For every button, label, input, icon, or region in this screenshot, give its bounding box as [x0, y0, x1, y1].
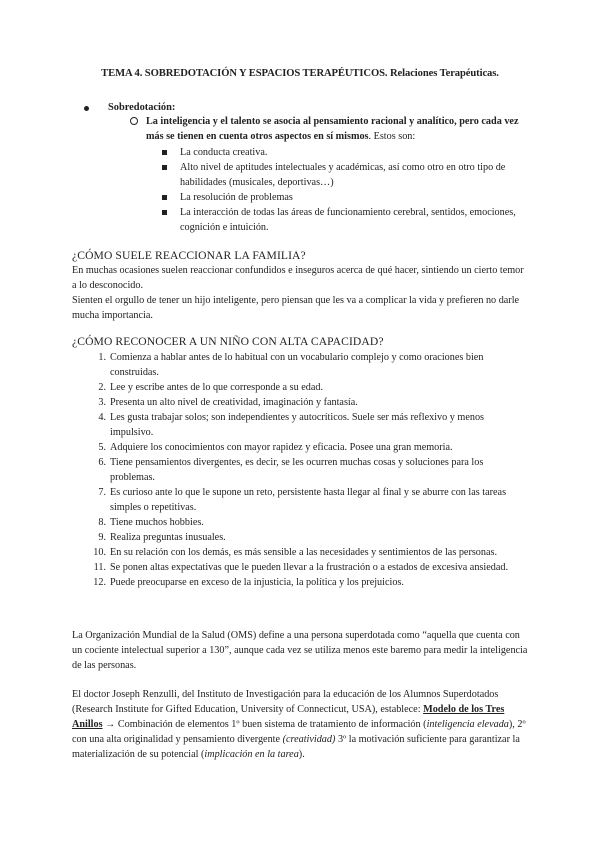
square-bullet-icon	[162, 150, 167, 155]
list-item-text: Les gusta trabajar solos; son independientes y autocríticos. Suele ser más reflexivo y menos impulsivo.	[110, 412, 485, 438]
item-number: 8.	[98, 517, 106, 528]
list-item-text: Tiene pensamientos divergentes, es decir, se les ocurren muchas cosas y soluciones para los problemas.	[110, 457, 484, 483]
page-title: TEMA 4. SOBREDOTACIÓN Y ESPACIOS TERAPÉUTICOS. Relaciones Terapéuticas.	[101, 68, 499, 79]
item-number: 2.	[98, 382, 106, 393]
list-item-text: La resolución de problemas	[180, 192, 293, 203]
circle-bullet-icon	[130, 117, 138, 125]
list-item	[72, 530, 528, 545]
list-item	[72, 545, 528, 560]
list-item-text: Alto nivel de aptitudes intelectuales y académicas, así como otro en otro tipo de habilidades (musicales, deportivas…)	[180, 162, 506, 188]
renzulli-text: Combinación de elementos 1º buen sistema de tratamiento de información (	[115, 719, 427, 730]
list-item-text: Tiene muchos hobbies.	[110, 517, 204, 528]
recognize-heading: ¿CÓMO RECONOCER A UN NIÑO CON ALTA CAPACIDAD?	[72, 335, 384, 348]
item-number: 1.	[98, 352, 106, 363]
list-item	[158, 205, 530, 235]
list-item-text: En su relación con los demás, es más sensible a las necesidades y sentimientos de las personas.	[110, 547, 498, 558]
square-bullet-icon	[162, 210, 167, 215]
oms-paragraph: La Organización Mundial de la Salud (OMS) define a una persona superdotada como “aquella que cuenta con un cociente intelectual superior a 130”, aunque cada vez se utiliza menos este baremo para medir la inteligencia de las personas.	[72, 630, 528, 671]
list-item	[72, 455, 528, 485]
arrow-right-icon: →	[105, 719, 116, 730]
renzulli-text: ), 2º con una alta originalidad y pensamiento divergente	[72, 719, 526, 745]
list-item-text: La conducta creativa.	[180, 147, 268, 158]
intro-rest-text: . Estos son:	[368, 131, 416, 142]
square-bullet-icon	[162, 195, 167, 200]
renzulli-italic: inteligencia elevada	[426, 719, 509, 730]
list-item	[158, 160, 530, 190]
list-item-text: Lee y escribe antes de lo que corresponde a su edad.	[110, 382, 323, 393]
renzulli-italic: (creatividad)	[282, 734, 336, 745]
recognize-list	[72, 350, 528, 590]
list-item	[72, 560, 528, 575]
item-number: 10.	[93, 547, 106, 558]
item-number: 7.	[98, 487, 106, 498]
item-number: 6.	[98, 457, 106, 468]
renzulli-text: ).	[298, 749, 305, 760]
item-number: 3.	[98, 397, 106, 408]
list-item-text: Es curioso ante lo que le supone un reto, persistente hasta llegar al final y se aburre con las tareas simples o repetitivas.	[110, 487, 507, 513]
list-item	[72, 350, 528, 380]
renzulli-paragraph	[72, 687, 528, 762]
list-item-text: Puede preocuparse en exceso de la injusticia, la política y los prejuicios.	[110, 577, 404, 588]
list-item	[72, 485, 528, 515]
renzulli-intro: El doctor Joseph Renzulli, del Instituto de Investigación para la educación de los Alumnos Superdotados (Research Institute for Gifted Education, University of Connecticut, USA), establece:	[72, 689, 499, 715]
intro-bold-text: La inteligencia y el talento se asocia al pensamiento racional y analítico, pero cada vez más se tienen en cuenta otros aspectos en sí mismos	[146, 116, 519, 142]
list-item-text: La interacción de todas las áreas de funcionamiento cerebral, sentidos, emociones, cognición e intuición.	[180, 207, 516, 233]
item-number: 4.	[98, 412, 106, 423]
list-item-text: Adquiere los conocimientos con mayor rapidez y eficacia. Posee una gran memoria.	[110, 442, 453, 453]
section-label: Sobredotación:	[108, 102, 176, 113]
list-item	[158, 145, 530, 160]
list-item	[72, 380, 528, 395]
item-number: 5.	[98, 442, 106, 453]
sobredotacion-intro	[146, 114, 526, 144]
bullet-dot-icon	[84, 106, 89, 111]
family-paragraph-1: En muchas ocasiones suelen reaccionar confundidos e inseguros acerca de qué hacer, sintiendo un cierto temor a lo desconocido.	[72, 265, 524, 291]
list-item	[72, 515, 528, 530]
renzulli-text: 3º la motivación suficiente para garantizar la materialización de su potencial (	[72, 734, 520, 760]
family-paragraph-2: Sienten el orgullo de tener un hijo inteligente, pero piensan que les va a complicar la vida y prefieren no darle mucha importancia.	[72, 295, 520, 321]
list-item-text: Presenta un alto nivel de creatividad, imaginación y fantasía.	[110, 397, 358, 408]
list-item	[72, 395, 528, 410]
aspects-list	[158, 145, 530, 235]
family-heading: ¿CÓMO SUELE REACCIONAR LA FAMILIA?	[72, 249, 306, 262]
item-number: 9.	[98, 532, 106, 543]
list-item	[158, 190, 530, 205]
list-item-text: Comienza a hablar antes de lo habitual con un vocabulario complejo y como oraciones bien construidas.	[110, 352, 484, 378]
renzulli-italic: implicación en la tarea	[204, 749, 299, 760]
list-item-text: Realiza preguntas inusuales.	[110, 532, 226, 543]
item-number: 11.	[93, 562, 106, 573]
list-item-text: Se ponen altas expectativas que le pueden llevar a la frustración o a estados de excesiva ansiedad.	[110, 562, 508, 573]
list-item	[72, 575, 528, 590]
list-item	[72, 410, 528, 440]
item-number: 12.	[93, 577, 106, 588]
model-label: Modelo de los Tres Anillos	[72, 704, 505, 730]
list-item	[72, 440, 528, 455]
square-bullet-icon	[162, 165, 167, 170]
